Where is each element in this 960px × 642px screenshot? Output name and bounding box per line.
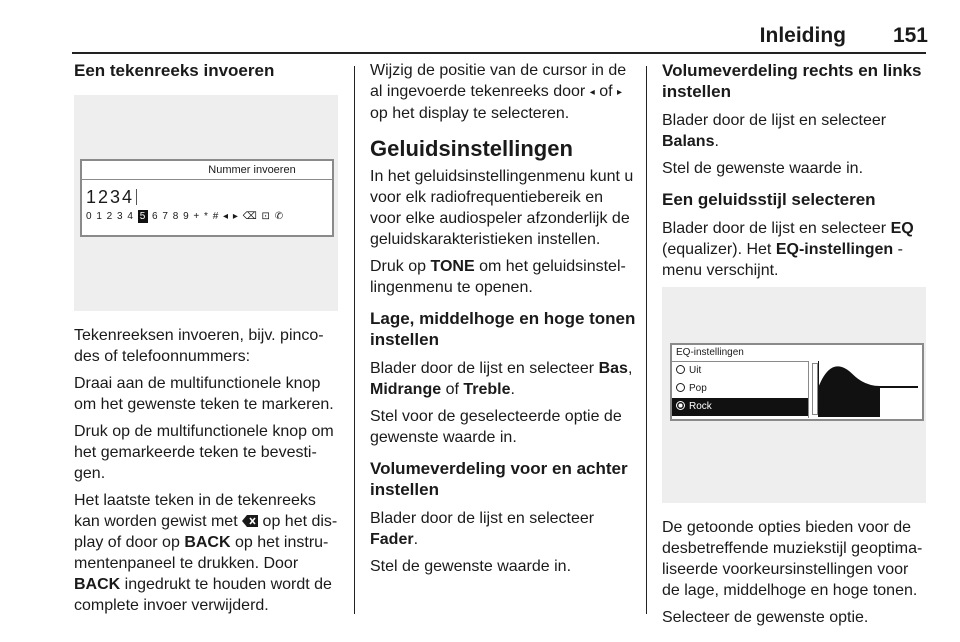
paragraph: Druk op de multifunctionele knop om het gemarkeerde teken te bevesti-gen. xyxy=(74,423,334,482)
character-row xyxy=(82,208,332,226)
right-arrow-icon: ▸ xyxy=(616,87,623,98)
paragraph: Wijzig de positie van de cursor in de al ingevoerde tekenreeks door ◂ of ▸ op het display te selecteren. xyxy=(370,62,627,122)
paragraph: Stel voor de geselecteerde optie de gewenste waarde in. xyxy=(370,408,622,446)
paragraph: Draai aan de multifunctionele knop om het gewenste teken te markeren. xyxy=(74,375,334,413)
paragraph: Blader door de lijst en selecteer Balans. xyxy=(662,112,887,150)
radio-icon xyxy=(676,383,685,392)
chars-after: 6 7 8 9 + * # ◂ ▸ ⌫ ⊡ ✆ xyxy=(152,211,285,222)
entry-text: 1234 xyxy=(82,186,332,208)
display-panel xyxy=(670,343,924,421)
eq-option-pop[interactable]: Pop xyxy=(672,380,808,398)
radio-selected-icon xyxy=(676,401,685,410)
paragraph: Blader door de lijst en selecteer Fader. xyxy=(370,510,595,548)
display-panel xyxy=(80,159,334,237)
column-1 xyxy=(74,60,340,622)
page-header xyxy=(0,24,960,54)
eq-option-rock[interactable]: Rock xyxy=(672,398,808,416)
header-rule xyxy=(72,52,926,54)
backspace-icon xyxy=(242,515,258,527)
paragraph: De getoonde opties bieden voor de desbetreffende muziekstijl geoptima-liseerde voorkeursinstellingen voor de lage, middelhoge en hoge tonen. xyxy=(662,519,923,599)
column-2 xyxy=(370,60,638,583)
paragraph: Het laatste teken in de tekenreeks kan worden gewist met op het dis-play of door op BACK op het instru-mentenpaneel te drukken. Door BACK ingedrukt te houden wordt de complete invoer verwijderd. xyxy=(74,492,338,614)
heading-geluidsstijl: Een geluidsstijl selecteren xyxy=(662,190,876,209)
radio-icon xyxy=(676,365,685,374)
display-title: Nummer invoeren xyxy=(82,161,332,180)
section-title: Inleiding xyxy=(759,24,846,47)
eq-option-uit[interactable]: Uit xyxy=(672,362,808,380)
paragraph: Tekenreeksen invoeren, bijv. pinco-des of telefoonnummers: xyxy=(74,327,324,365)
heading-geluidsinstellingen: Geluidsinstellingen xyxy=(370,136,573,161)
cursor-icon xyxy=(136,189,137,205)
left-arrow-icon: ◂ xyxy=(589,87,595,98)
heading-lage-tonen: Lage, middelhoge en hoge tonen instellen xyxy=(370,309,636,349)
heading-tekenreeks: Een tekenreeks invoeren xyxy=(74,61,275,80)
column-3 xyxy=(662,60,930,634)
paragraph: Blader door de lijst en selecteer EQ (equalizer). Het EQ-instellingen -menu verschijnt. xyxy=(662,220,914,279)
selected-char: 5 xyxy=(139,211,147,222)
paragraph: Stel de gewenste waarde in. xyxy=(370,558,572,575)
screenshot-eq-instellingen xyxy=(662,287,926,503)
heading-voor-achter: Volumeverdeling voor en achter instellen xyxy=(370,459,628,499)
eq-list xyxy=(672,361,809,418)
chars-before: 0 1 2 3 4 xyxy=(86,211,134,222)
eq-curve-icon xyxy=(818,361,918,417)
heading-rechts-links: Volumeverdeling rechts en links instellen xyxy=(662,61,922,101)
paragraph: In het geluidsinstellingenmenu kunt u voor elk radiofrequentiebereik en voor elke audiospeler afzonderlijk de geluidskarakteristieken instellen. xyxy=(370,168,634,248)
screenshot-nummer-invoeren xyxy=(74,95,338,311)
column-divider-2 xyxy=(646,66,647,614)
display-title: EQ-instellingen xyxy=(676,347,744,358)
paragraph: Blader door de lijst en selecteer Bas, Midrange of Treble. xyxy=(370,360,633,398)
paragraph: Druk op TONE om het geluidsinstel-lingenmenu te openen. xyxy=(370,258,626,296)
column-divider-1 xyxy=(354,66,355,614)
paragraph: Stel de gewenste waarde in. xyxy=(662,160,864,177)
paragraph: Selecteer de gewenste optie. xyxy=(662,609,869,626)
page-number: 151 xyxy=(892,24,928,47)
